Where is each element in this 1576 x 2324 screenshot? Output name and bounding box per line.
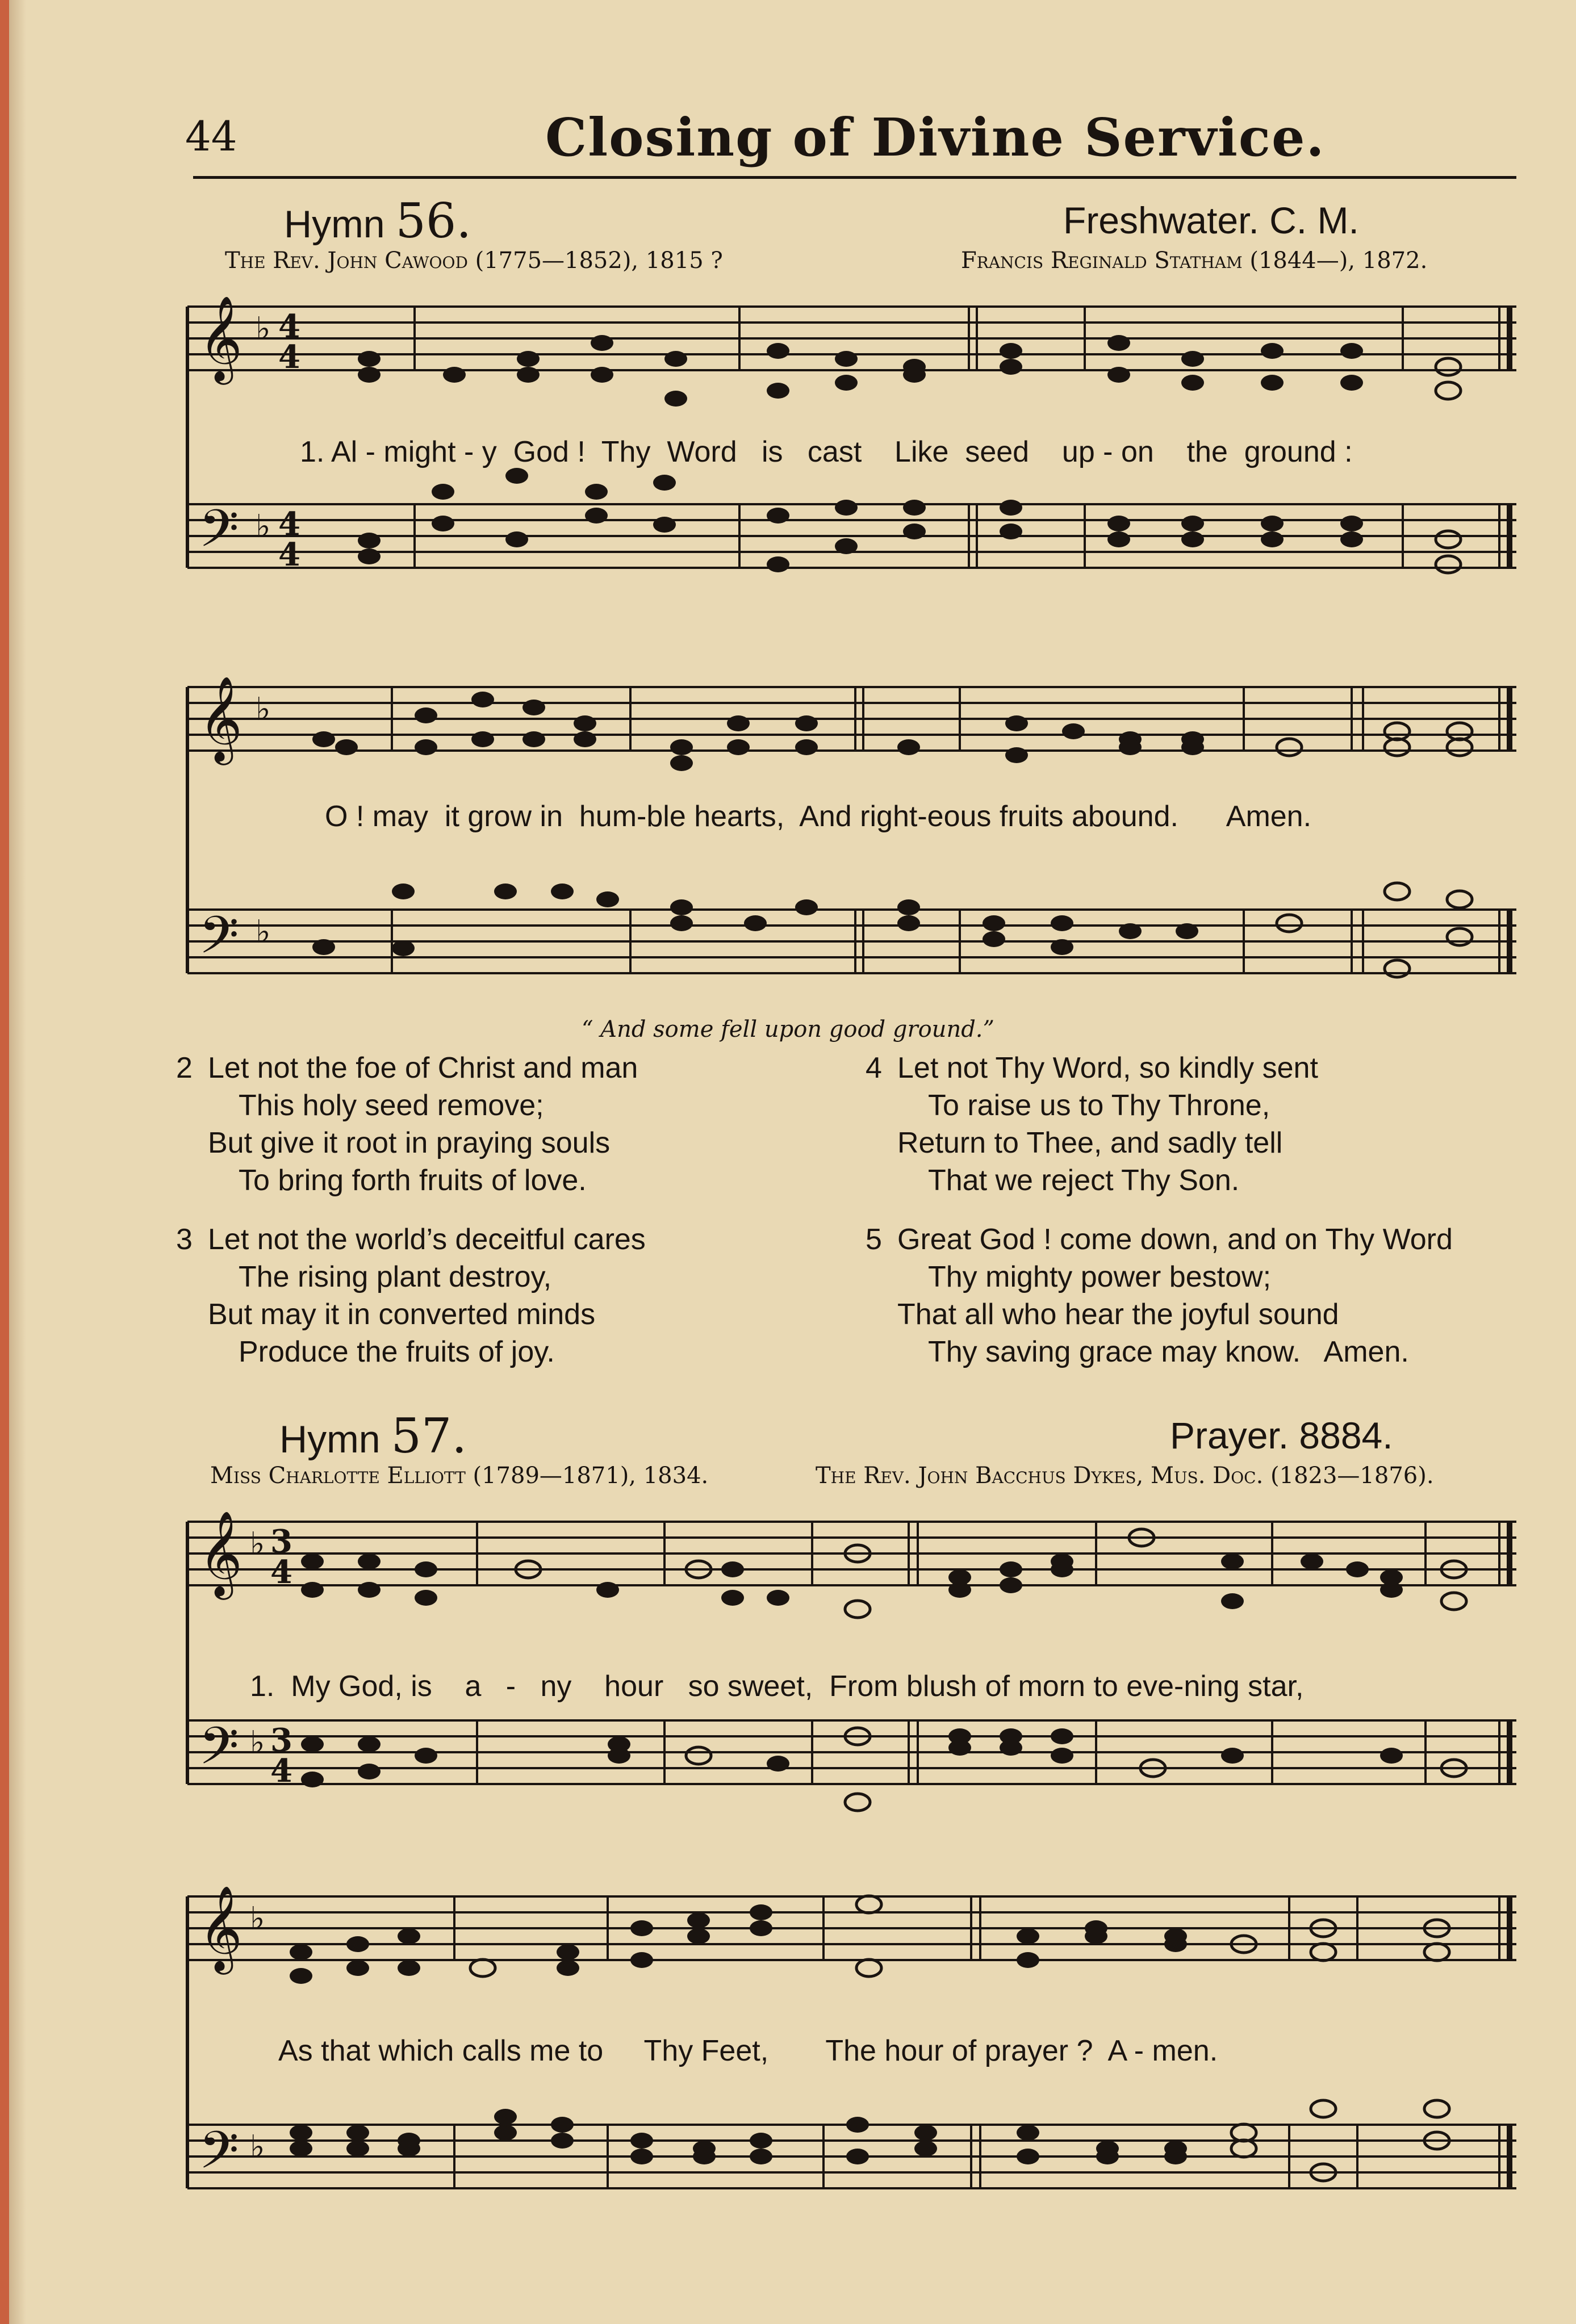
hymn-56-lyric-line-1: 1. Al - might - y God ! Thy Word is cast Like seed up - on the ground : [300, 436, 1353, 468]
page-title: Closing of Divine Service. [545, 107, 1326, 168]
svg-text:𝄞: 𝄞 [199, 295, 243, 381]
verse-line: Produce the fruits of joy. [239, 1335, 555, 1368]
verse-line: Great God ! come down, and on Thy Word [897, 1223, 1453, 1256]
svg-text:♭: ♭ [256, 508, 271, 545]
svg-text:3: 3 [270, 1722, 292, 1759]
hymn-label: Hymn [279, 1418, 381, 1461]
hymn-57-composer: The Rev. John Bacchus Dykes, Mus. Doc. (1823—1876). [816, 1463, 1434, 1489]
svg-text:𝄞: 𝄞 [199, 1510, 243, 1596]
svg-text:𝄢: 𝄢 [199, 905, 239, 978]
svg-text:3: 3 [270, 1523, 292, 1560]
music-staff-57-1 [176, 1499, 1528, 1817]
verse-4 [866, 1049, 1318, 1199]
hymn-56-author: The Rev. John Cawood (1775—1852), 1815 ? [225, 248, 723, 274]
hymn-57-number [279, 1408, 467, 1464]
svg-text:𝄞: 𝄞 [199, 1885, 243, 1971]
verse-line: To bring forth fruits of love. [239, 1164, 587, 1197]
verse-3 [176, 1221, 646, 1371]
verse-line: Let not Thy Word, so kindly sent [897, 1052, 1318, 1084]
hymn-56-tune: Freshwater. C. M. [1063, 199, 1359, 241]
verse-line: Let not the world’s deceitful cares [208, 1223, 646, 1256]
verse-number: 2 [176, 1052, 193, 1084]
scripture-caption: “ And some fell upon good ground.” [582, 1016, 994, 1042]
verse-line: The rising plant destroy, [239, 1261, 552, 1293]
svg-text:𝄢: 𝄢 [199, 2120, 239, 2193]
verse-line: That we reject Thy Son. [928, 1164, 1240, 1197]
verse-line: To raise us to Thy Throne, [928, 1089, 1270, 1122]
svg-text:♭: ♭ [256, 311, 271, 347]
svg-text:♭: ♭ [256, 914, 271, 950]
verse-line: But may it in converted minds [208, 1298, 596, 1331]
hymn-56-number [284, 193, 471, 249]
verse-number: 4 [866, 1052, 882, 1084]
hymn-number: 56. [395, 193, 472, 249]
verse-line: But give it root in praying souls [208, 1127, 611, 1159]
verse-number: 3 [176, 1223, 193, 1256]
verse-5 [866, 1221, 1453, 1371]
verse-line: Let not the foe of Christ and man [208, 1052, 638, 1084]
hymn-number: 57. [391, 1408, 467, 1464]
svg-text:4: 4 [278, 505, 300, 543]
verse-line: That all who hear the joyful sound [897, 1298, 1339, 1331]
hymn-57-lyric-line-1: 1. My God, is a - ny hour so sweet, From blush of morn to eve-ning star, [250, 1670, 1304, 1703]
verse-line: Thy mighty power bestow; [928, 1261, 1272, 1293]
score-system-57-1 [176, 1499, 1528, 1817]
svg-text:𝄢: 𝄢 [199, 1716, 239, 1789]
svg-text:♭: ♭ [250, 2129, 265, 2166]
hymn-56-lyric-line-2: O ! may it grow in hum-ble hearts, And right-eous fruits abound. Amen. [325, 800, 1312, 833]
verse-line: Return to Thee, and sadly tell [897, 1127, 1283, 1159]
svg-text:♭: ♭ [250, 1900, 265, 1937]
svg-text:♭: ♭ [256, 691, 271, 728]
svg-text:4: 4 [278, 338, 300, 376]
svg-text:𝄞: 𝄞 [199, 675, 243, 761]
hymn-57-lyric-line-2: As that which calls me to Thy Feet, The hour of prayer ? A - men. [278, 2034, 1218, 2067]
hymn-56-composer: Francis Reginald Statham (1844—), 1872. [961, 248, 1428, 274]
verse-line: This holy seed remove; [239, 1089, 544, 1122]
svg-text:♭: ♭ [250, 1724, 265, 1761]
hymn-57-author: Miss Charlotte Elliott (1789—1871), 1834. [210, 1463, 709, 1489]
page-edge-shadow [9, 0, 26, 2324]
title-rule [193, 176, 1516, 179]
verse-line: Thy saving grace may know. Amen. [928, 1335, 1409, 1368]
hymn-57-tune: Prayer. 8884. [1170, 1414, 1393, 1456]
page-edge [0, 0, 9, 2324]
svg-text:4: 4 [270, 1752, 292, 1790]
verse-number: 5 [866, 1223, 882, 1256]
svg-text:4: 4 [270, 1553, 292, 1591]
page-number: 44 [185, 112, 237, 160]
svg-text:𝄢: 𝄢 [199, 499, 239, 571]
svg-text:4: 4 [278, 536, 300, 573]
svg-text:♭: ♭ [250, 1526, 265, 1563]
svg-text:4: 4 [278, 308, 300, 345]
hymn-label: Hymn [284, 203, 385, 246]
verse-2 [176, 1049, 638, 1199]
